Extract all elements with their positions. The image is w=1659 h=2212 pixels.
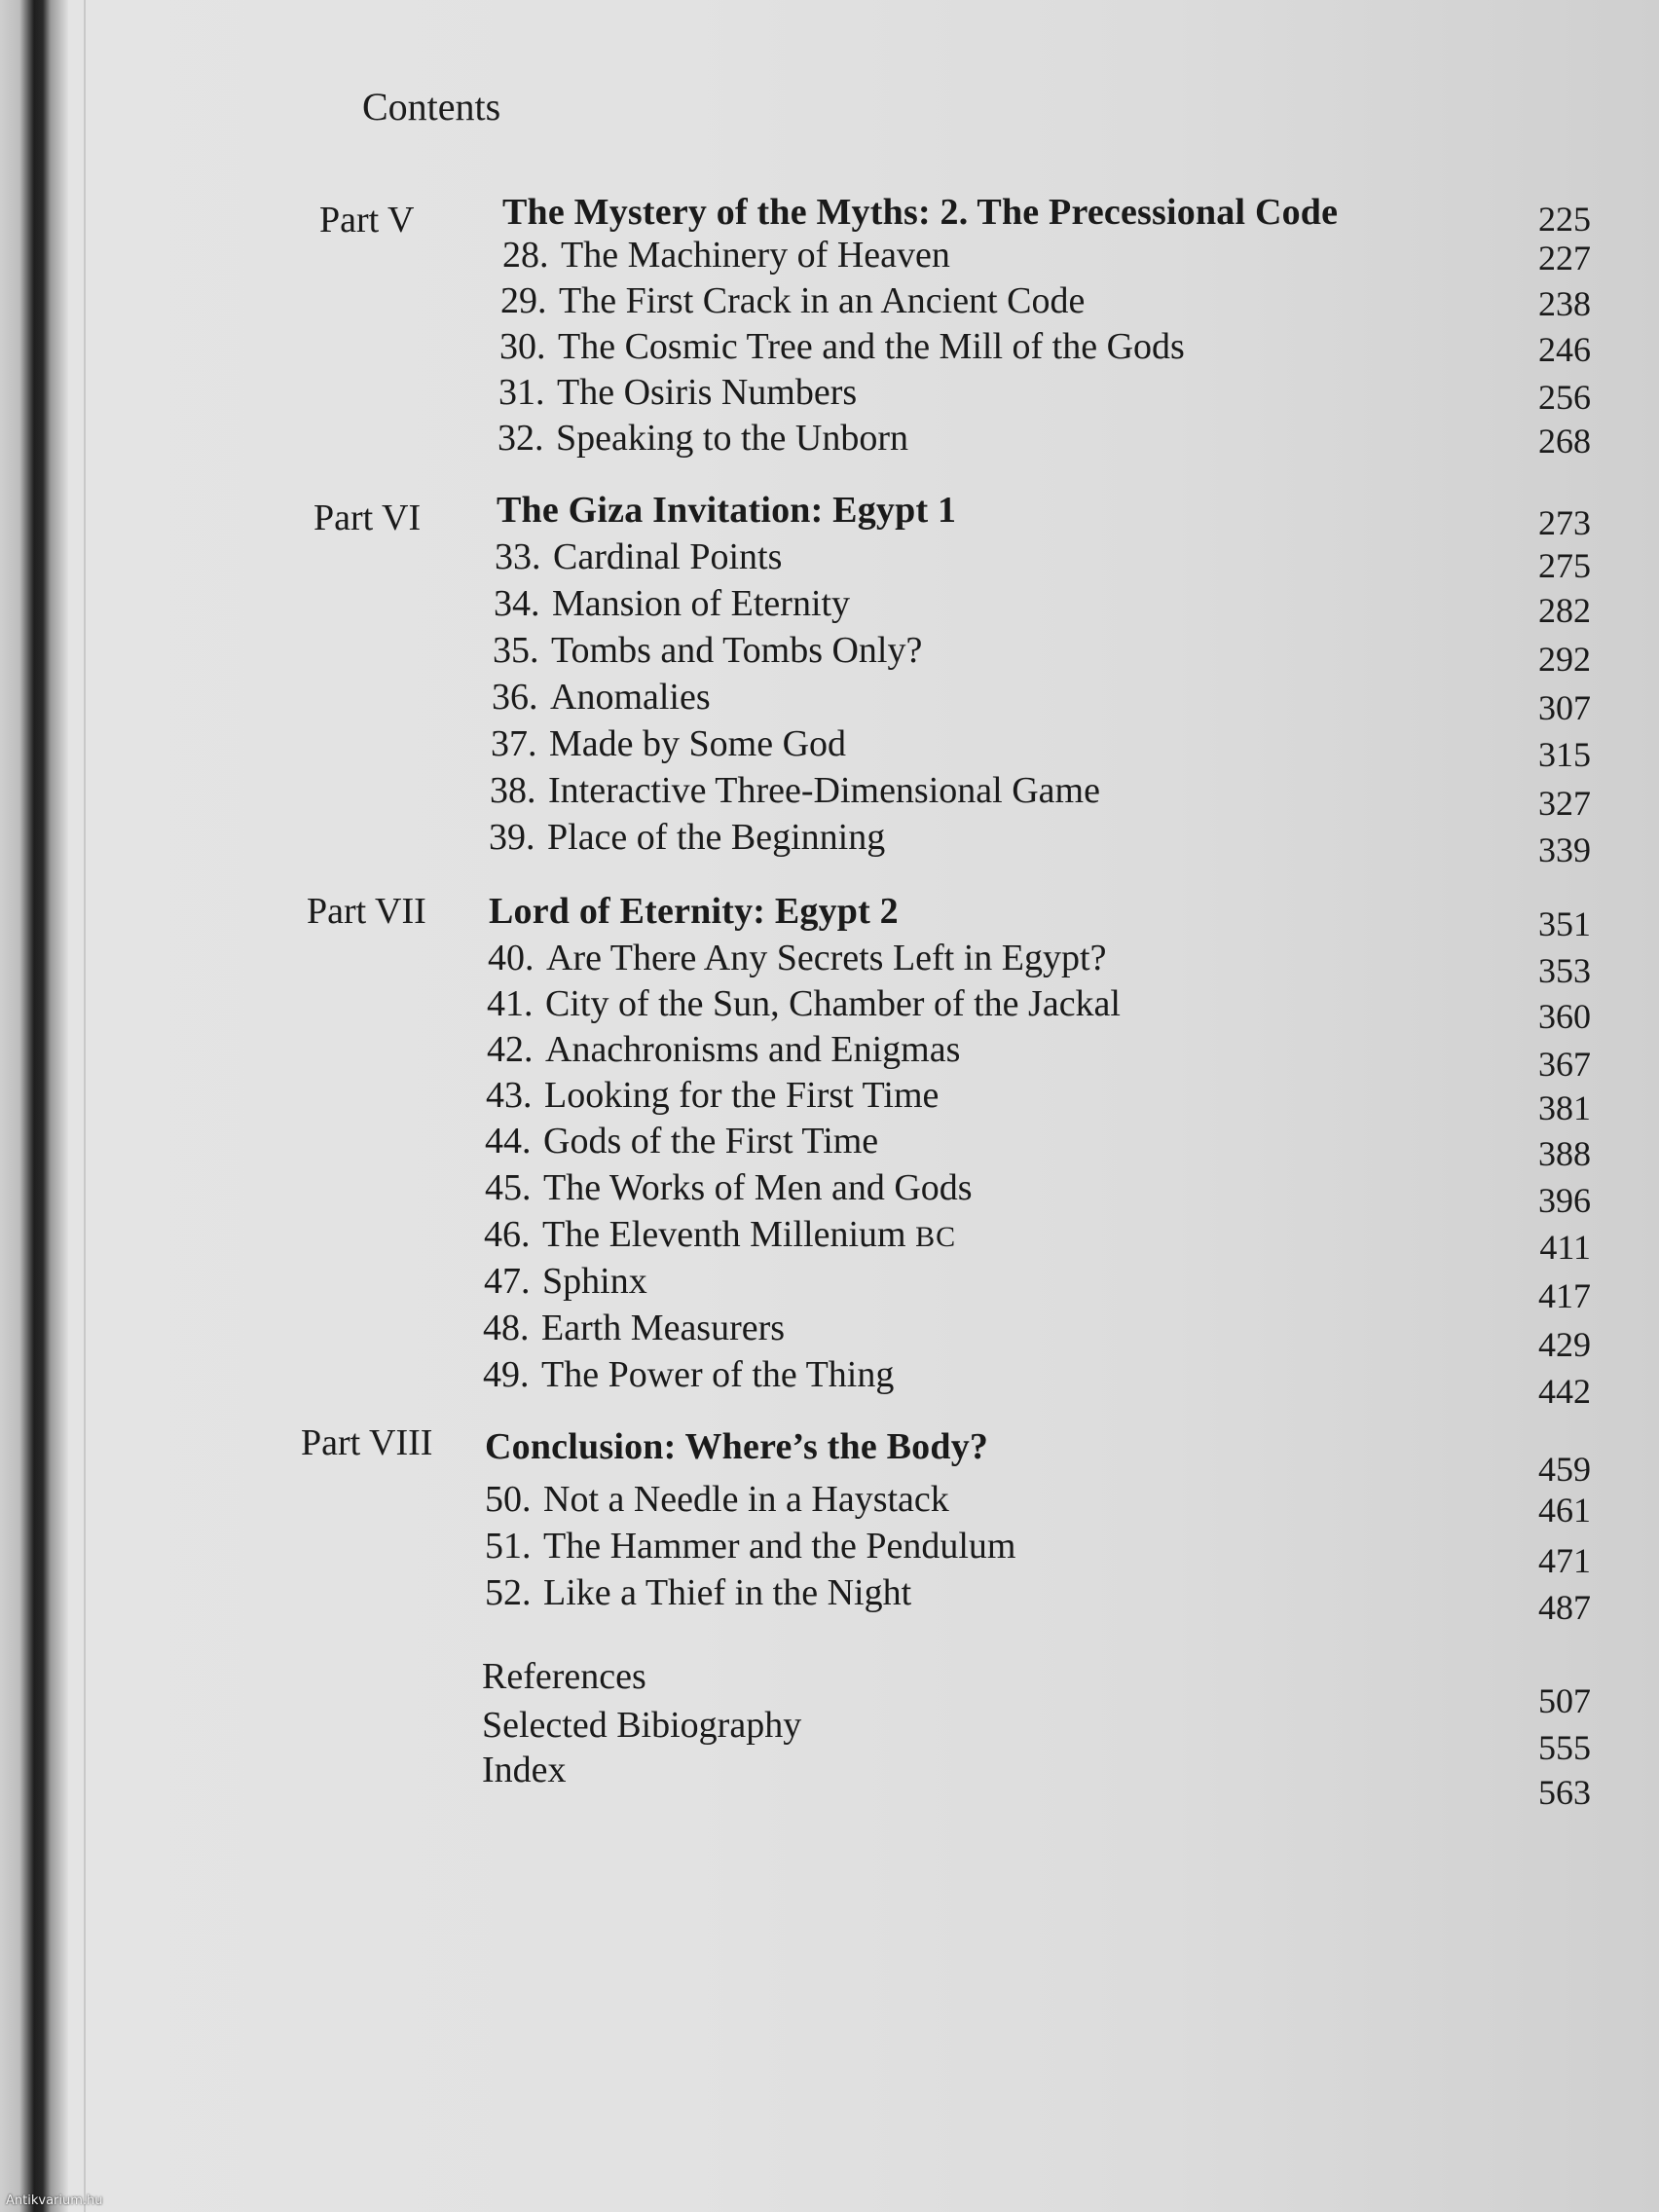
chapter-number: 51. [485,1526,532,1567]
page-heading: Contents [362,85,501,129]
chapter-row [0,371,1659,418]
page-number: 459 [1538,1450,1591,1489]
back-matter-title: Index [482,1750,567,1790]
part-title: Lord of Eternity: Egypt 2 [489,891,899,932]
chapter-row [0,582,1659,629]
chapter-row [0,1166,1659,1220]
chapter-title: Sphinx [542,1261,647,1302]
part-label: Part V [319,200,415,240]
part-row [0,489,1659,542]
part-row [0,1421,1659,1489]
chapter-number: 46. [484,1214,531,1255]
chapter-number: 49. [483,1354,530,1395]
page-number: 246 [1538,330,1591,369]
back-matter-title: References [482,1656,646,1697]
chapter-row [0,1478,1659,1530]
chapter-number: 37. [491,723,537,764]
page-number: 417 [1538,1276,1591,1315]
chapter-title: Earth Measurers [541,1308,786,1348]
chapter-row [0,535,1659,585]
chapter-number: 39. [489,817,535,858]
chapter-number: 44. [485,1121,532,1161]
chapter-number: 52. [485,1572,532,1613]
chapter-number: 35. [493,630,539,671]
chapter-row [0,1307,1659,1364]
page-number: 461 [1538,1491,1591,1530]
chapter-row [0,769,1659,823]
back-matter-title: Selected Bibiography [482,1705,802,1746]
chapter-title: City of the Sun, Chamber of the Jackal [545,983,1121,1024]
page-number: 282 [1538,591,1591,630]
chapter-number: 33. [495,536,541,577]
page-number: 315 [1538,735,1591,774]
page-number: 307 [1538,688,1591,727]
page-number: 381 [1538,1088,1591,1127]
chapter-title: Anachronisms and Enigmas [545,1029,961,1070]
chapter-number: 30. [499,326,546,367]
chapter-row [0,1260,1659,1315]
chapter-row [0,1525,1659,1580]
page-number: 411 [1539,1228,1591,1267]
page-number: 396 [1538,1181,1591,1220]
chapter-title: Gods of the First Time [543,1121,879,1161]
chapter-number: 45. [485,1167,532,1208]
page-number: 360 [1538,997,1591,1036]
back-matter-row [0,1704,1659,1767]
page-number: 327 [1538,784,1591,823]
page-number: 429 [1538,1325,1591,1364]
watermark: Antikvarium.hu [6,2194,103,2208]
page-number: 507 [1538,1681,1591,1720]
chapter-row [0,816,1659,869]
chapter-number: 41. [487,983,534,1024]
page-number: 388 [1538,1134,1591,1173]
chapter-title: Tombs and Tombs Only? [551,630,923,671]
chapter-title: The Power of the Thing [541,1354,895,1395]
chapter-row [0,1571,1659,1627]
page-number: 555 [1538,1728,1591,1767]
page-number: 256 [1538,378,1591,417]
part-label: Part VI [313,498,422,538]
chapter-title: Like a Thief in the Night [543,1572,912,1613]
page-number: 487 [1538,1588,1591,1627]
chapter-title: The Osiris Numbers [557,372,858,413]
page-number: 227 [1538,239,1591,277]
chapter-number: 40. [488,938,535,978]
page-number: 273 [1538,503,1591,542]
chapter-number: 36. [492,677,538,718]
page-number: 563 [1538,1773,1591,1812]
chapter-title: Anomalies [550,677,711,718]
chapter-title: The Eleventh Millenium [542,1214,906,1255]
chapter-number: 38. [490,770,536,811]
page-number: 225 [1538,200,1591,239]
chapter-title: The Machinery of Heaven [561,235,950,276]
chapter-number: 32. [498,418,544,459]
part-title: The Giza Invitation: Egypt 1 [497,490,957,531]
back-matter-row [0,1655,1659,1720]
chapter-number: 50. [485,1479,532,1520]
chapter-row [0,676,1659,727]
page-number: 339 [1538,830,1591,869]
chapter-number: 31. [498,372,545,413]
chapter-number: 34. [494,583,540,624]
chapter-title: Looking for the First Time [544,1075,940,1116]
page-number: 268 [1538,422,1591,461]
chapter-title: Place of the Beginning [547,817,886,858]
page-number: 367 [1538,1045,1591,1084]
chapter-row [0,234,1659,280]
chapter-number: 48. [483,1308,530,1348]
chapter-row [0,1353,1659,1411]
chapter-title: The First Crack in an Ancient Code [559,280,1086,321]
chapter-title: Made by Some God [549,723,847,764]
page-number: 238 [1538,284,1591,323]
chapter-number: 47. [484,1261,531,1302]
part-row [0,890,1659,943]
chapter-row [0,1120,1659,1173]
chapter-row [0,279,1659,326]
chapter-row [0,1074,1659,1127]
chapter-row [0,1028,1659,1084]
chapter-title: Are There Any Secrets Left in Egypt? [546,938,1107,978]
page-number: 442 [1538,1372,1591,1411]
page-number: 471 [1538,1541,1591,1580]
part-label: Part VII [307,891,426,932]
chapter-number: 43. [486,1075,533,1116]
era-suffix: BC [915,1221,957,1253]
page-number: 353 [1538,951,1591,990]
page-number: 351 [1538,904,1591,943]
chapter-title: The Hammer and the Pendulum [543,1526,1016,1567]
chapter-title: Speaking to the Unborn [556,418,909,459]
chapter-number: 28. [502,235,549,276]
chapter-row [0,722,1659,774]
chapter-row [0,937,1659,990]
chapter-row [0,325,1659,372]
part-label: Part VIII [301,1422,433,1463]
chapter-row [0,629,1659,679]
chapter-number: 42. [487,1029,534,1070]
back-matter-row [0,1749,1659,1812]
page-number: 275 [1538,546,1591,585]
chapter-number: 29. [500,280,547,321]
chapter-row [0,1213,1659,1267]
chapter-title: Cardinal Points [553,536,783,577]
chapter-row [0,982,1659,1036]
chapter-title: The Works of Men and Gods [543,1167,973,1208]
part-title: Conclusion: Where’s the Body? [485,1426,989,1467]
chapter-title: Mansion of Eternity [552,583,851,624]
chapter-title: Not a Needle in a Haystack [543,1479,949,1520]
chapter-title: Interactive Three-Dimensional Game [548,770,1100,811]
part-title: The Mystery of the Myths: 2. The Precessional Code [502,192,1339,233]
part-row [0,189,1659,240]
page-number: 292 [1538,640,1591,679]
chapter-title: The Cosmic Tree and the Mill of the Gods [558,326,1185,367]
chapter-row [0,417,1659,463]
